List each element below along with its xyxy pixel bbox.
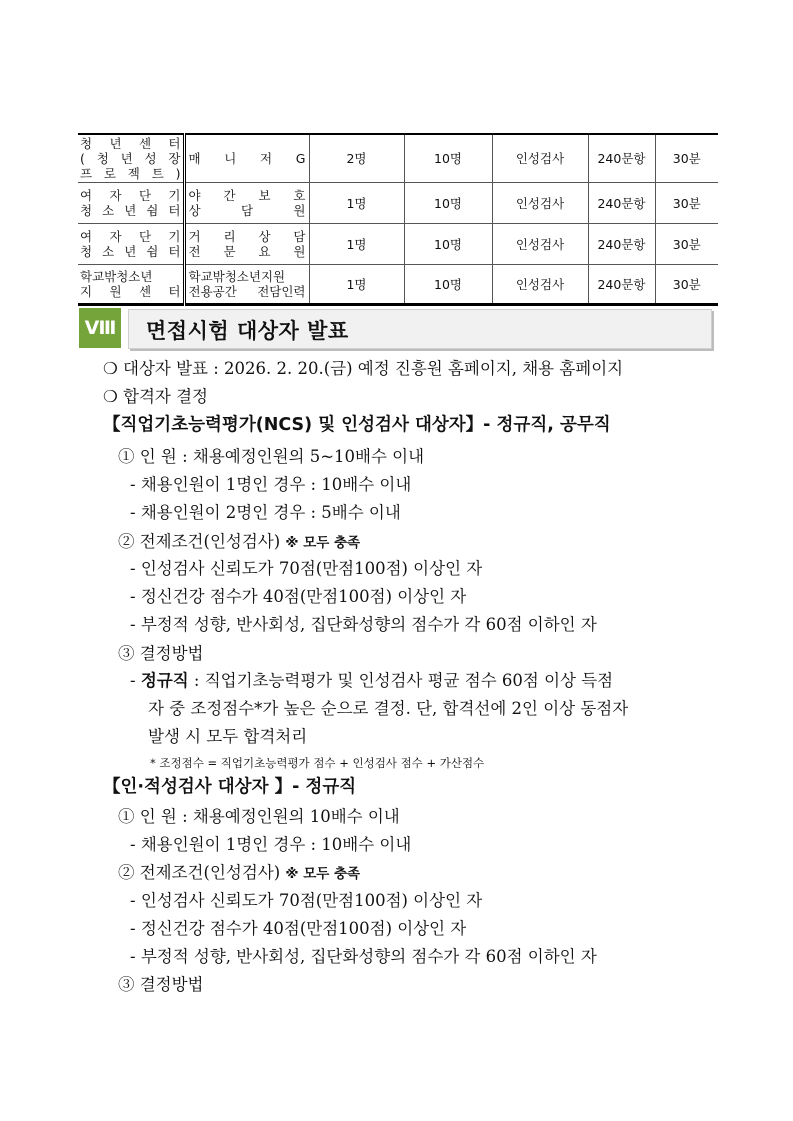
job-cell: 야 간 보 호 상 담 원	[184, 183, 309, 224]
items-cell: 240문항	[588, 224, 655, 265]
method-line: 발생 시 모두 합격처리	[148, 727, 308, 746]
apt-method: ③ 결정방법	[118, 975, 204, 994]
org-cell: 여 자 단 기 청 소 년 쉼 터	[78, 224, 184, 265]
cond-mark: ※ 모두 충족	[285, 866, 361, 882]
org-cell: 청 년 센 터 ( 청 년 성 장 프 로 젝 트 )	[78, 134, 184, 183]
apt-heading: 【인·적성검사 대상자 】- 정규직	[103, 777, 357, 797]
apt-cond-item: - 부정적 성향, 반사회성, 집단화성향의 점수가 각 60점 이하인 자	[130, 947, 597, 966]
hire-cell: 1명	[309, 224, 404, 265]
method-line: - 정규직 : 직업기초능력평가 및 인성검사 평균 점수 60점 이상 득점	[130, 671, 614, 690]
table-row	[78, 134, 718, 183]
apt-cond: ② 전제조건(인성검사) ※ 모두 충족	[118, 863, 361, 882]
exam-cell: 인성검사	[492, 224, 588, 265]
job-cell: 거 리 상 담 전 문 요 원	[184, 224, 309, 265]
method-line: 자 중 조정점수*가 높은 순으로 결정. 단, 합격선에 2인 이상 동점자	[148, 699, 629, 718]
time-cell: 30분	[655, 183, 718, 224]
ncs-quota-item: - 채용인원이 1명인 경우 : 10배수 이내	[130, 475, 412, 494]
hire-cell: 1명	[309, 183, 404, 224]
items-cell: 240문항	[588, 134, 655, 183]
job-cell: 학교밖청소년지원 전용공간 전담인력	[184, 265, 309, 305]
method-label: 정규직	[140, 671, 189, 690]
section-number: Ⅷ	[79, 308, 121, 348]
time-cell: 30분	[655, 134, 718, 183]
items-cell: 240문항	[588, 183, 655, 224]
hire-cell: 2명	[309, 134, 404, 183]
ncs-cond: ② 전제조건(인성검사) ※ 모두 충족	[118, 532, 361, 551]
method-note: * 조정점수 = 직업기초능력평가 점수 + 인성검사 점수 + 가산점수	[150, 756, 485, 770]
items-cell: 240문항	[588, 265, 655, 305]
ncs-cond-item: - 부정적 성향, 반사회성, 집단화성향의 점수가 각 60점 이하인 자	[130, 615, 597, 634]
ncs-cell: 10명	[404, 134, 492, 183]
time-cell: 30분	[655, 265, 718, 305]
table-row	[78, 265, 718, 305]
ncs-cell: 10명	[404, 224, 492, 265]
exam-cell: 인성검사	[492, 134, 588, 183]
ncs-cell: 10명	[404, 183, 492, 224]
table-row	[78, 183, 718, 224]
org-cell: 학교밖청소년 지 원 센 터	[78, 265, 184, 305]
apt-cond-item: - 정신건강 점수가 40점(만점100점) 이상인 자	[130, 919, 467, 938]
apt-quota: ① 인 원 : 채용예정인원의 10배수 이내	[118, 807, 400, 826]
ncs-quota-item: - 채용인원이 2명인 경우 : 5배수 이내	[130, 503, 401, 522]
hire-cell: 1명	[309, 265, 404, 305]
ncs-cell: 10명	[404, 265, 492, 305]
exam-cell: 인성검사	[492, 183, 588, 224]
apt-cond-item: - 인성검사 신뢰도가 70점(만점100점) 이상인 자	[130, 891, 483, 910]
ncs-cond-item: - 인성검사 신뢰도가 70점(만점100점) 이상인 자	[130, 559, 483, 578]
time-cell: 30분	[655, 224, 718, 265]
ncs-quota: ① 인 원 : 채용예정인원의 5~10배수 이내	[118, 447, 425, 466]
apt-quota-item: - 채용인원이 1명인 경우 : 10배수 이내	[130, 835, 412, 854]
org-cell: 여 자 단 기 청 소 년 쉼 터	[78, 183, 184, 224]
ncs-method: ③ 결정방법	[118, 644, 204, 663]
announce-line: ❍ 대상자 발표 : 2026. 2. 20.(금) 예정 진흥원 홈페이지, 채용 홈페이지	[103, 359, 624, 378]
ncs-heading: 【직업기초능력평가(NCS) 및 인성검사 대상자】- 정규직, 공무직	[103, 415, 611, 435]
table-row	[78, 224, 718, 265]
section-title: 면접시험 대상자 발표	[146, 319, 349, 343]
decision-line: ❍ 합격자 결정	[103, 387, 208, 406]
recruitment-table	[78, 133, 718, 306]
section-header	[78, 306, 712, 349]
ncs-cond-item: - 정신건강 점수가 40점(만점100점) 이상인 자	[130, 587, 467, 606]
cond-mark: ※ 모두 충족	[285, 535, 361, 551]
job-cell: 매 니 저 G	[184, 134, 309, 183]
exam-cell: 인성검사	[492, 265, 588, 305]
